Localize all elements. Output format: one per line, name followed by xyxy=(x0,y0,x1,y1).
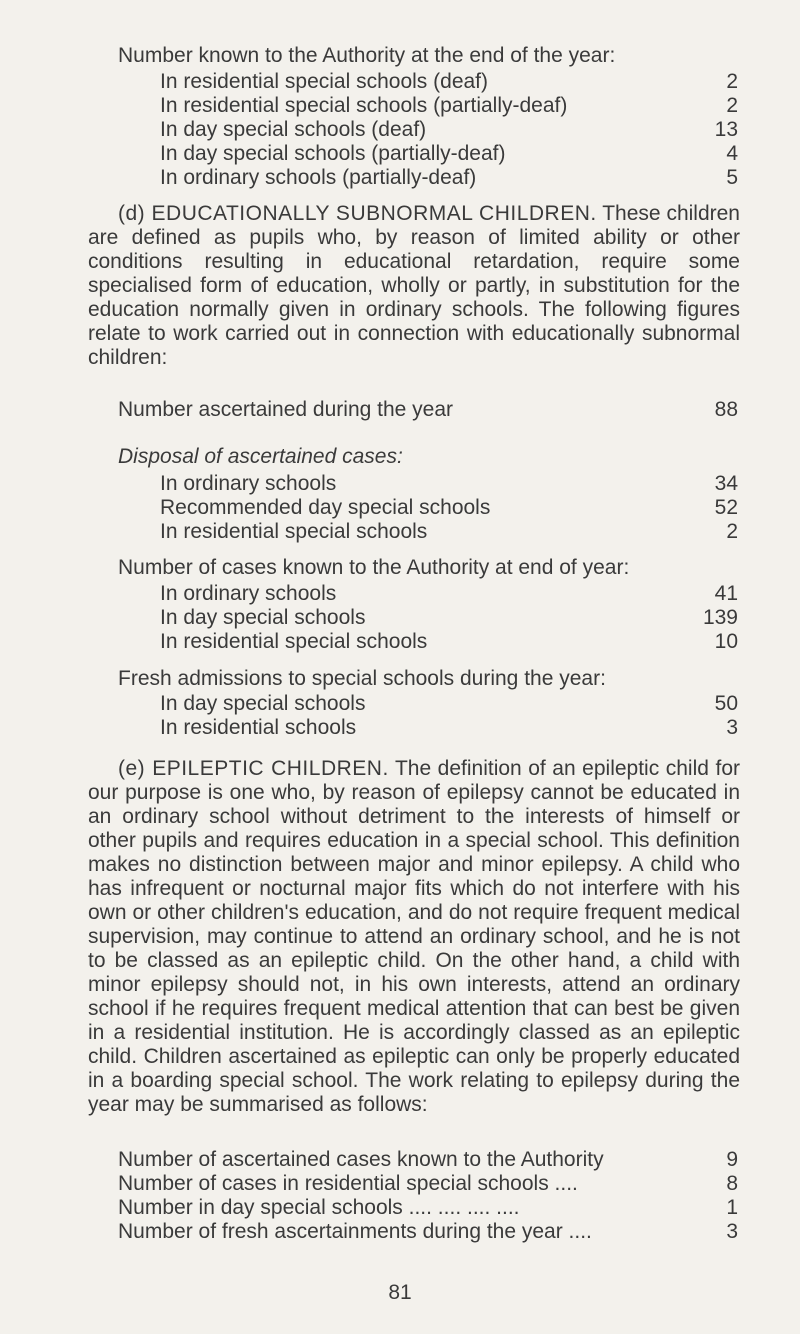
row-label: In day special schools (partially-deaf) xyxy=(160,142,506,165)
section-d-paragraph xyxy=(88,202,740,370)
epilepsy-row xyxy=(118,1196,738,1220)
known-row xyxy=(160,606,738,630)
row-label: In day special schools xyxy=(160,692,366,715)
deaf-row xyxy=(160,94,738,118)
row-value: 4 xyxy=(726,142,738,165)
deaf-row xyxy=(160,166,738,190)
row-value: 8 xyxy=(726,1172,738,1195)
section-e-paragraph xyxy=(88,757,740,1117)
row-value: 3 xyxy=(726,716,738,739)
row-value: 50 xyxy=(714,692,738,715)
disposal-row xyxy=(160,472,738,496)
row-label: In residential special schools (partially-deaf) xyxy=(160,94,568,117)
deaf-row xyxy=(160,142,738,166)
row-label: In ordinary schools (partially-deaf) xyxy=(160,166,477,189)
page-number: 81 xyxy=(388,1281,412,1304)
row-label: In residential schools xyxy=(160,716,357,739)
row-value: 2 xyxy=(726,520,738,543)
fresh-row xyxy=(160,716,738,740)
row-label: In residential special schools (deaf) xyxy=(160,70,489,93)
known-row xyxy=(160,630,738,654)
row-value: 3 xyxy=(726,1220,738,1243)
epilepsy-row xyxy=(118,1148,738,1172)
row-value: 2 xyxy=(726,94,738,117)
fresh-row xyxy=(160,692,738,716)
row-value: 10 xyxy=(714,630,738,653)
row-label: Number ascertained during the year xyxy=(118,398,454,421)
row-value: 1 xyxy=(726,1196,738,1219)
disposal-row xyxy=(160,520,738,544)
row-label: In ordinary schools xyxy=(160,582,337,605)
epilepsy-row xyxy=(118,1220,738,1244)
disposal-heading: Disposal of ascertained cases: xyxy=(118,445,403,468)
section-e-title: (e) EPILEPTIC CHILDREN. xyxy=(118,757,389,780)
row-value: 9 xyxy=(726,1148,738,1171)
row-value: 41 xyxy=(714,582,738,605)
row-label: Number of ascertained cases known to the Authority xyxy=(118,1148,604,1171)
row-value: 34 xyxy=(714,472,738,495)
row-value: 139 xyxy=(702,606,738,629)
row-label: Number of cases in residential special schools .... xyxy=(118,1172,578,1195)
fresh-heading: Fresh admissions to special schools during the year: xyxy=(118,667,606,690)
row-value: 5 xyxy=(726,166,738,189)
row-label: Number of fresh ascertainments during the year .... xyxy=(118,1220,592,1243)
epilepsy-row xyxy=(118,1172,738,1196)
section-e-text: The definition of an epileptic child for our purpose is one who, by reason of epilepsy cannot be educated in an ordinary school without detriment to the interests of himself or other pupils and requires education in a special school. This definition makes no distinction between major and minor epilepsy. A child who has infrequent or nocturnal major fits which do not interfere with his own or other children's education, and do not require frequent medical supervision, may continue to attend an ordinary school, and he is not to be classed as an epileptic child. On the other hand, a child with minor epilepsy should not, in his own interests, attend an ordinary school if he requires frequent medical attention that can best be given in a residential institution. He is accordingly classed as an epileptic child. Children ascertained as epileptic can only be properly educated in a boarding special school. The work relating to epilepsy during the year may be summarised as follows: xyxy=(88,757,740,1116)
row-label: In day special schools xyxy=(160,606,366,629)
row-label: In residential special schools xyxy=(160,520,428,543)
section-d-title: (d) EDUCATIONALLY SUBNORMAL CHILDREN. xyxy=(118,202,597,225)
row-label: Recommended day special schools xyxy=(160,496,491,519)
deaf-row xyxy=(160,118,738,142)
row-value: 2 xyxy=(726,70,738,93)
ascertained-row xyxy=(118,398,738,422)
deaf-row xyxy=(160,70,738,94)
deaf-heading: Number known to the Authority at the end of the year: xyxy=(118,44,616,67)
known-heading: Number of cases known to the Authority at end of year: xyxy=(118,556,630,579)
row-label: Number in day special schools .... .... .... .... xyxy=(118,1196,520,1219)
row-value: 52 xyxy=(714,496,738,519)
row-label: In ordinary schools xyxy=(160,472,337,495)
row-label: In residential special schools xyxy=(160,630,428,653)
row-label: In day special schools (deaf) xyxy=(160,118,427,141)
disposal-row xyxy=(160,496,738,520)
section-d-text: These children are defined as pupils who, by reason of limited ability or other conditions resulting in educational retardation, require some specialised form of education, wholly or partly, in substitution for the education normally given in ordinary schools. The following figures relate to work carried out in connection with educationally subnormal children: xyxy=(88,202,740,369)
row-value: 88 xyxy=(714,398,738,421)
known-row xyxy=(160,582,738,606)
row-value: 13 xyxy=(714,118,738,141)
